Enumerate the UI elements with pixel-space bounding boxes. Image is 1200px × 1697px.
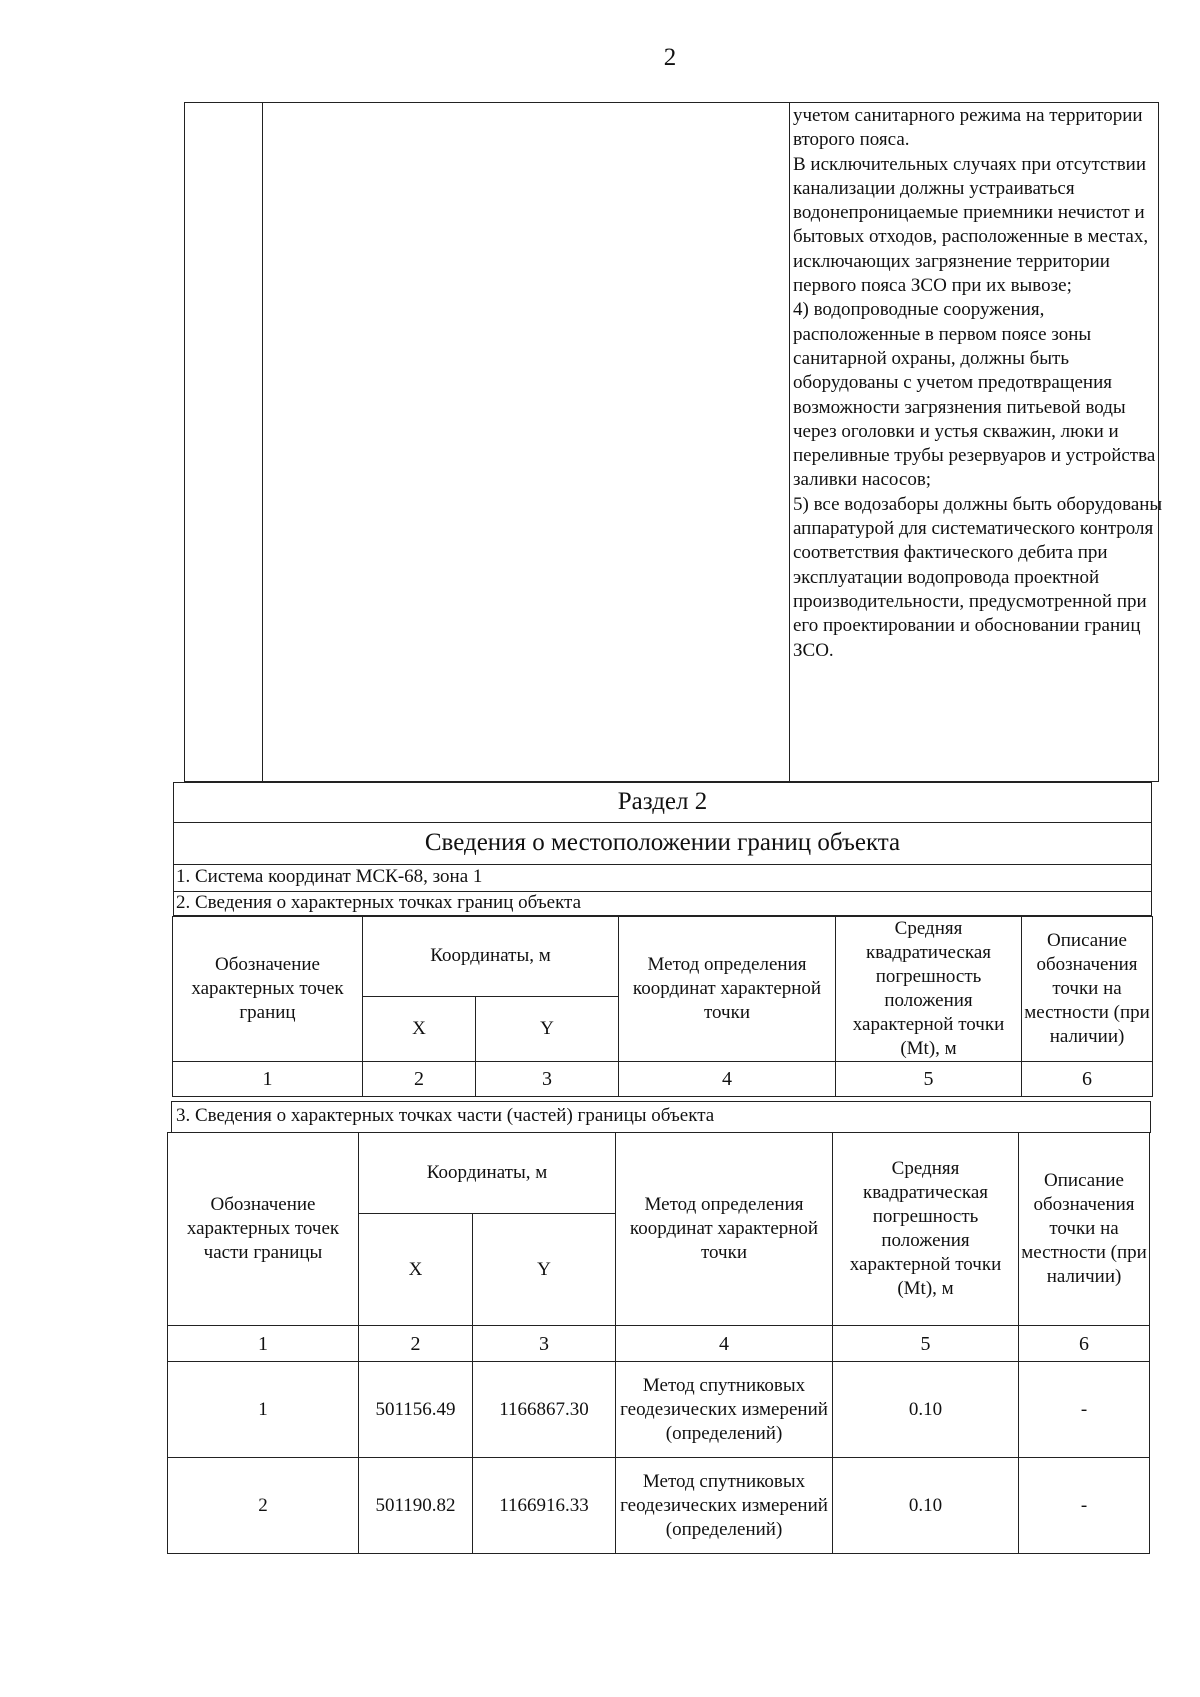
column-number: 3 [476,1062,619,1097]
point-description: - [1019,1458,1150,1554]
table-row [168,1458,1150,1554]
paragraph: 4) водопроводные сооружения, расположенные в первом поясе зоны санитарной охраны, должны быть оборудованы с учетом предотвращения возможности загрязнения питьевой воды через оголовки и устья скважин, люки и переливные трубы резервуаров и устройства заливки насосов; [793,299,1156,491]
column-number: 5 [833,1326,1019,1362]
sanitary-requirements-text [793,104,1163,663]
upper-table-col-divider-1 [262,102,263,782]
section-item-2: 2. Сведения о характерных точках границ объекта [176,892,582,913]
section-item-3: 3. Сведения о характерных точках части (частей) границы объекта [176,1105,715,1126]
boundary-part-points-table [167,1132,1150,1554]
upper-table-col-divider-2 [789,102,790,782]
point-accuracy: 0.10 [833,1458,1019,1554]
point-x: 501156.49 [359,1362,473,1458]
paragraph: В исключительных случаях при отсутствии канализации должны устраиваться водонепроницаемые приемники нечистот и бытовых отходов, расположенные в местах, исключающих загрязнение территории первого пояса ЗСО при их вывозе; [793,153,1149,297]
col-description: Описание обозначения точки на местности (при наличии) [1019,1133,1150,1326]
col-description: Описание обозначения точки на местности (при наличии) [1022,917,1153,1062]
table-row [168,1362,1150,1458]
point-method: Метод спутниковых геодезических измерений (определений) [616,1362,833,1458]
section-title: Раздел 2 [617,788,708,815]
section-divider [173,864,1152,865]
point-y: 1166916.33 [473,1458,616,1554]
page-number: 2 [663,44,677,71]
col-x: X [359,1214,473,1326]
point-description: - [1019,1362,1150,1458]
paragraph: учетом санитарного режима на территории второго пояса. [793,105,1143,151]
point-y: 1166867.30 [473,1362,616,1458]
col-accuracy: Средняя квадратическая погрешность положения характерной точки (Mt), м [833,1133,1019,1326]
col-coordinates: Координаты, м [359,1133,616,1214]
column-number: 1 [168,1326,359,1362]
column-number: 6 [1022,1062,1153,1097]
section-subtitle: Сведения о местоположении границ объекта [424,829,901,856]
point-number: 2 [168,1458,359,1554]
col-point-designation: Обозначение характерных точек границ [173,917,363,1062]
column-number: 4 [616,1326,833,1362]
column-number: 4 [619,1062,836,1097]
column-number: 1 [173,1062,363,1097]
column-number: 3 [473,1326,616,1362]
col-method: Метод определения координат характерной точки [616,1133,833,1326]
point-number: 1 [168,1362,359,1458]
col-accuracy: Средняя квадратическая погрешность положения характерной точки (Mt), м [836,917,1022,1062]
col-coordinates: Координаты, м [363,917,619,997]
section-divider [173,822,1152,823]
col-x: X [363,996,476,1061]
column-number: 2 [363,1062,476,1097]
boundary-points-table [172,916,1153,1097]
column-number: 5 [836,1062,1022,1097]
coordinate-system: 1. Система координат МСК-68, зона 1 [176,866,483,887]
column-number: 2 [359,1326,473,1362]
col-y: Y [476,996,619,1061]
col-point-designation: Обозначение характерных точек части границы [168,1133,359,1326]
col-y: Y [473,1214,616,1326]
point-accuracy: 0.10 [833,1362,1019,1458]
column-number: 6 [1019,1326,1150,1362]
point-x: 501190.82 [359,1458,473,1554]
col-method: Метод определения координат характерной точки [619,917,836,1062]
point-method: Метод спутниковых геодезических измерений (определений) [616,1458,833,1554]
paragraph: 5) все водозаборы должны быть оборудованы аппаратурой для систематического контроля соответствия фактического дебита при эксплуатации водопровода проектной производительности, предусмотренной при его проектировании и обосновании границ ЗСО. [793,493,1163,661]
